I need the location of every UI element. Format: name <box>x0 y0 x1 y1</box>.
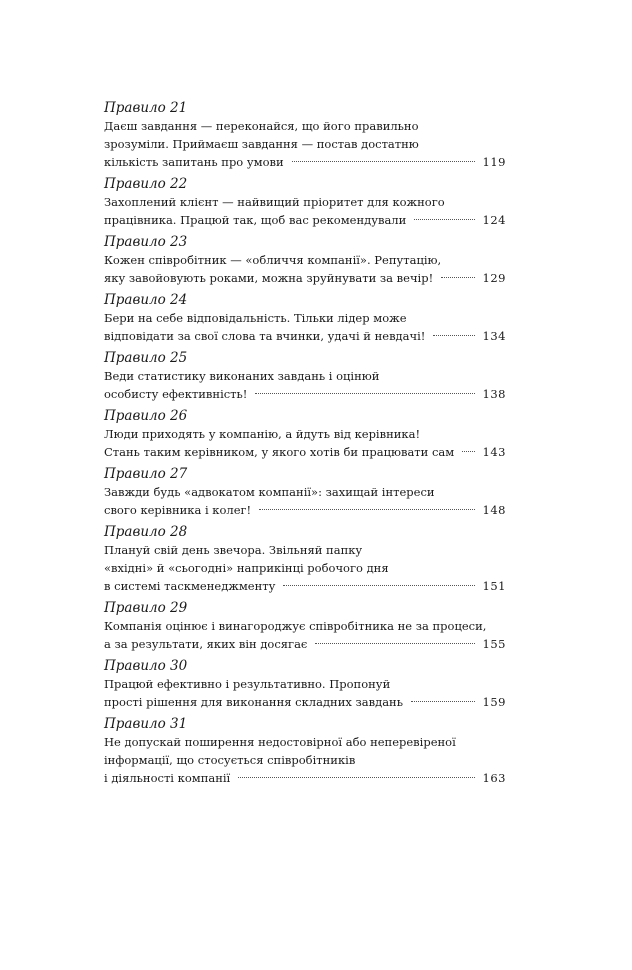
rule-text-line <box>104 385 506 403</box>
rule-text: яку завойовують роками, можна зруйнувати за вечір! <box>104 271 434 285</box>
rule-text-line <box>104 635 506 653</box>
rule-text: працівника. Працюй так, щоб вас рекомендували <box>104 213 407 227</box>
rule-text-line <box>104 367 506 385</box>
rule-text-line <box>104 251 506 269</box>
rule-text: Компанія оцінює і винагороджує співробітника не за процеси, <box>104 619 487 633</box>
toc-entry <box>104 291 506 345</box>
rule-text-line <box>104 269 506 287</box>
rule-text: в системі таскменеджменту <box>104 579 276 593</box>
rule-text: Люди приходять у компанію, а йдуть від керівника! <box>104 427 421 441</box>
dot-leader <box>315 643 474 644</box>
page-number: 119 <box>482 155 506 169</box>
page-number: 151 <box>482 579 506 593</box>
dot-leader <box>255 393 474 394</box>
rule-text-line <box>104 211 506 229</box>
toc-entry <box>104 349 506 403</box>
page-number: 124 <box>482 213 506 227</box>
rule-text-line <box>104 117 506 135</box>
page-number: 143 <box>482 445 506 459</box>
rule-heading: Правило 31 <box>104 716 188 732</box>
rule-text-line <box>104 675 506 693</box>
rule-text-line <box>104 153 506 171</box>
rule-text-line <box>104 559 506 577</box>
rule-heading: Правило 23 <box>104 234 188 250</box>
toc-entry <box>104 715 506 787</box>
dot-leader <box>292 161 475 162</box>
rule-heading: Правило 21 <box>104 100 188 116</box>
toc-entry <box>104 657 506 711</box>
rule-text: Працюй ефективно і результативно. Пропонуй <box>104 677 391 691</box>
rule-heading: Правило 27 <box>104 466 188 482</box>
rule-text: свого керівника і колег! <box>104 503 252 517</box>
rule-text: а за результати, яких він досягає <box>104 637 308 651</box>
rule-heading: Правило 29 <box>104 600 188 616</box>
rule-heading: Правило 25 <box>104 350 188 366</box>
dot-leader <box>433 335 474 336</box>
rule-text: Кожен співробітник — «обличчя компанії». Репутацію, <box>104 253 442 267</box>
dot-leader <box>414 219 474 220</box>
rule-text-line <box>104 693 506 711</box>
rule-text: Стань таким керівником, у якого хотів би працювати сам <box>104 445 455 459</box>
rule-text-line <box>104 193 506 211</box>
rule-text: зрозуміли. Приймаєш завдання — постав достатню <box>104 137 419 151</box>
dot-leader <box>462 451 474 452</box>
page-number: 134 <box>482 329 506 343</box>
rule-text: Бери на себе відповідальність. Тільки лідер може <box>104 311 407 325</box>
toc-entry <box>104 523 506 595</box>
page-number: 138 <box>482 387 506 401</box>
rule-heading: Правило 22 <box>104 176 188 192</box>
rule-text: інформації, що стосується співробітників <box>104 753 356 767</box>
rule-text: Веди статистику виконаних завдань і оцінюй <box>104 369 380 383</box>
toc-entry <box>104 407 506 461</box>
rule-text: кількість запитань про умови <box>104 155 284 169</box>
rule-text-line <box>104 617 506 635</box>
rule-text-line <box>104 733 506 751</box>
page-number: 155 <box>482 637 506 651</box>
toc-entry <box>104 465 506 519</box>
rule-heading: Правило 30 <box>104 658 188 674</box>
dot-leader <box>238 777 474 778</box>
rule-text-line <box>104 577 506 595</box>
rule-text: прості рішення для виконання складних завдань <box>104 695 403 709</box>
rule-text-line <box>104 443 506 461</box>
rule-text-line <box>104 309 506 327</box>
rule-text: Захоплений клієнт — найвищий пріоритет для кожного <box>104 195 445 209</box>
rule-text-line <box>104 751 506 769</box>
page-number: 159 <box>482 695 506 709</box>
page-number: 163 <box>482 771 506 785</box>
dot-leader <box>259 509 474 510</box>
rule-text-line <box>104 483 506 501</box>
toc-entry <box>104 99 506 171</box>
rule-heading: Правило 26 <box>104 408 188 424</box>
rule-text: відповідати за свої слова та вчинки, удачі й невдачі! <box>104 329 426 343</box>
rule-text: Даєш завдання — переконайся, що його правильно <box>104 119 419 133</box>
rule-heading: Правило 24 <box>104 292 188 308</box>
dot-leader <box>411 701 475 702</box>
dot-leader <box>283 585 474 586</box>
rule-text: Плануй свій день звечора. Звільняй папку <box>104 543 363 557</box>
rule-text: особисту ефективність! <box>104 387 248 401</box>
rule-text-line <box>104 541 506 559</box>
table-of-contents <box>104 99 506 791</box>
rule-text-line <box>104 425 506 443</box>
rule-text: Завжди будь «адвокатом компанії»: захищай інтереси <box>104 485 435 499</box>
dot-leader <box>441 277 474 278</box>
toc-entry <box>104 233 506 287</box>
page-number: 148 <box>482 503 506 517</box>
rule-text: «вхідні» й «сьогодні» наприкінці робочого дня <box>104 561 389 575</box>
page-number: 129 <box>482 271 506 285</box>
toc-entry <box>104 175 506 229</box>
rule-text: Не допускай поширення недостовірної або неперевіреної <box>104 735 456 749</box>
rule-text-line <box>104 135 506 153</box>
rule-text-line <box>104 769 506 787</box>
rule-heading: Правило 28 <box>104 524 188 540</box>
rule-text-line <box>104 327 506 345</box>
rule-text-line <box>104 501 506 519</box>
toc-entry <box>104 599 506 653</box>
rule-text: і діяльності компанії <box>104 771 231 785</box>
